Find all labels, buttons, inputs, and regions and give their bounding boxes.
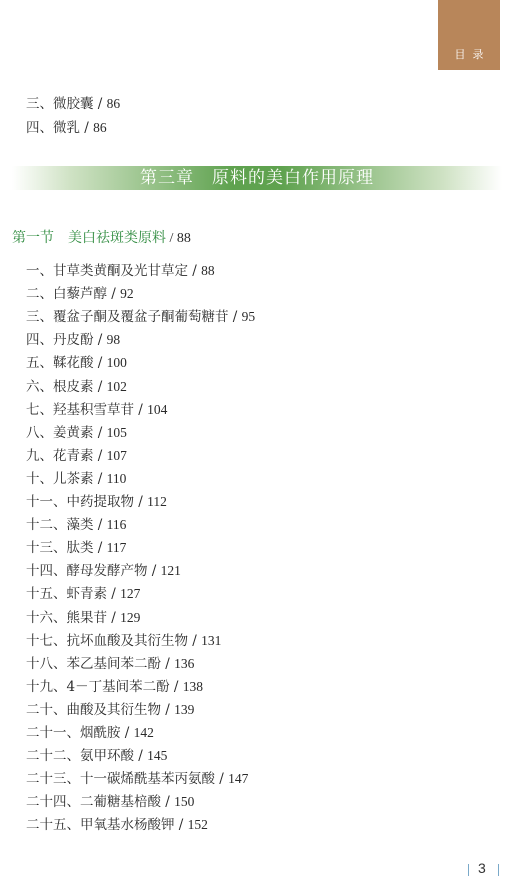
entry-separator: / — [188, 263, 202, 279]
toc-entry[interactable] — [26, 539, 126, 557]
chapter-banner — [12, 166, 502, 190]
entry-label: 二十一、烟酰胺 — [26, 725, 121, 741]
entry-label: 十四、酵母发酵产物 — [26, 563, 148, 580]
entry-separator: / — [93, 332, 107, 349]
toc-entry[interactable] — [26, 770, 248, 788]
toc-entry[interactable] — [26, 378, 127, 396]
entry-separator: / — [161, 794, 175, 811]
entry-page: 95 — [241, 309, 256, 325]
footer-bar-right — [498, 864, 499, 876]
entry-label: 九、花青素 — [26, 447, 94, 464]
entry-label: 十九、4－丁基间苯二酚 — [26, 678, 170, 695]
entry-label: 十八、苯乙基间苯二酚 — [26, 655, 161, 672]
entry-label: 一、甘草类黄酮及光甘草定 — [26, 263, 188, 279]
toc-entry[interactable] — [26, 95, 120, 113]
entry-label: 七、羟基积雪草苷 — [26, 401, 134, 418]
entry-label: 二十二、氨甲环酸 — [26, 748, 134, 765]
toc-entry[interactable] — [26, 585, 140, 603]
entry-page: 142 — [133, 725, 154, 740]
entry-separator: / — [161, 701, 175, 718]
entry-separator: / — [134, 401, 148, 418]
entry-page: 147 — [228, 771, 249, 787]
toc-entry[interactable] — [26, 354, 127, 372]
entry-label: 二十五、甲氧基水杨酸钾 — [26, 817, 175, 834]
toc-entry[interactable] — [26, 816, 208, 834]
entry-separator: / — [93, 355, 107, 372]
entry-page: 92 — [120, 286, 134, 302]
entry-page: 139 — [174, 701, 195, 717]
entry-page: 127 — [120, 586, 141, 602]
toc-entry[interactable] — [26, 724, 154, 742]
entry-label: 十一、中药提取物 — [26, 494, 134, 510]
entry-page: 136 — [174, 655, 195, 671]
chapter-title[interactable]: 第三章 原料的美白作用原理 — [140, 168, 374, 188]
entry-page: 102 — [106, 378, 127, 394]
entry-label: 十、儿茶素 — [26, 470, 94, 487]
toc-entry[interactable] — [26, 331, 120, 349]
section-separator: / — [166, 231, 177, 246]
entry-page: 117 — [106, 540, 127, 556]
entry-separator: / — [215, 771, 229, 788]
entry-label: 五、鞣花酸 — [26, 355, 94, 372]
page-number: 3 — [478, 860, 486, 876]
entry-separator: / — [93, 517, 107, 534]
toc-entry[interactable] — [26, 516, 126, 534]
entry-page: 100 — [106, 355, 127, 371]
entry-label: 二十、曲酸及其衍生物 — [26, 701, 161, 718]
section-page: 88 — [176, 231, 191, 246]
toc-tab — [438, 0, 500, 70]
entry-page: 98 — [106, 332, 121, 348]
entry-page: 145 — [147, 748, 168, 764]
entry-label: 十二、藻类 — [26, 517, 94, 534]
entry-page: 152 — [187, 817, 208, 833]
entry-separator: / — [134, 748, 148, 765]
toc-entry[interactable] — [26, 401, 167, 419]
entry-separator: / — [80, 120, 94, 136]
entry-page: 110 — [106, 470, 127, 486]
entry-label: 二、白藜芦醇 — [26, 286, 107, 303]
entry-separator: / — [93, 424, 107, 441]
entry-separator: / — [93, 540, 107, 557]
entry-page: 112 — [147, 494, 167, 509]
entry-page: 131 — [201, 632, 222, 648]
entry-label: 二十四、二葡糖基棓酸 — [26, 794, 161, 811]
entry-label: 十六、熊果苷 — [26, 609, 107, 626]
footer-bar-left — [468, 864, 469, 876]
entry-label: 八、姜黄素 — [26, 424, 94, 441]
toc-entry[interactable] — [26, 424, 127, 442]
toc-entry[interactable] — [26, 609, 140, 627]
entry-separator: / — [161, 655, 175, 672]
entry-separator: / — [169, 678, 183, 695]
toc-entry[interactable] — [26, 793, 194, 811]
entry-page: 121 — [160, 563, 181, 579]
entry-separator: / — [134, 494, 148, 510]
toc-entry[interactable] — [26, 119, 107, 137]
entry-page: 107 — [106, 447, 127, 463]
toc-entry[interactable] — [26, 632, 221, 650]
toc-entry[interactable] — [26, 701, 194, 719]
entry-label: 三、微胶囊 — [26, 96, 94, 112]
toc-entry[interactable] — [26, 285, 134, 303]
entry-separator: / — [93, 447, 107, 464]
toc-entry[interactable] — [26, 493, 167, 511]
section-title: 第一节 美白祛斑类原料 — [12, 230, 166, 246]
entry-page: 129 — [120, 609, 141, 625]
entry-separator: / — [120, 725, 134, 741]
entry-separator: / — [174, 817, 188, 834]
entry-separator: / — [107, 609, 121, 626]
entry-page: 104 — [147, 401, 168, 417]
entry-separator: / — [93, 470, 107, 487]
toc-entry[interactable] — [26, 562, 181, 580]
entry-label: 四、微乳 — [26, 120, 80, 136]
toc-entry[interactable] — [26, 678, 203, 696]
entry-page: 138 — [182, 678, 203, 694]
entry-separator: / — [147, 563, 161, 580]
entry-page: 150 — [174, 794, 195, 810]
toc-entry[interactable] — [26, 470, 126, 488]
entry-label: 十七、抗坏血酸及其衍生物 — [26, 632, 188, 649]
toc-tab-label: 目录 — [454, 48, 491, 61]
entry-separator: / — [107, 586, 121, 603]
entry-label: 六、根皮素 — [26, 378, 94, 395]
entry-separator: / — [93, 96, 107, 112]
entry-separator: / — [188, 632, 202, 649]
entry-page: 88 — [201, 263, 215, 278]
toc-entry[interactable] — [26, 447, 127, 465]
entry-label: 四、丹皮酚 — [26, 332, 94, 349]
entry-separator: / — [93, 378, 107, 395]
entry-label: 十三、肽类 — [26, 540, 94, 557]
entry-page: 86 — [106, 96, 121, 111]
entry-label: 二十三、十一碳烯酰基苯丙氨酸 — [26, 771, 215, 788]
toc-entry[interactable] — [26, 747, 167, 765]
entry-label: 十五、虾青素 — [26, 586, 107, 603]
toc-entry[interactable] — [26, 308, 255, 326]
entry-label: 三、覆盆子酮及覆盆子酮葡萄糖苷 — [26, 309, 229, 326]
toc-entry[interactable] — [26, 655, 194, 673]
toc-entry[interactable] — [26, 262, 215, 280]
entry-separator: / — [228, 309, 242, 326]
entry-separator: / — [107, 286, 121, 303]
entry-page: 86 — [93, 120, 107, 135]
entry-page: 105 — [106, 424, 127, 440]
section-heading[interactable] — [12, 229, 191, 248]
entry-page: 116 — [106, 517, 127, 533]
